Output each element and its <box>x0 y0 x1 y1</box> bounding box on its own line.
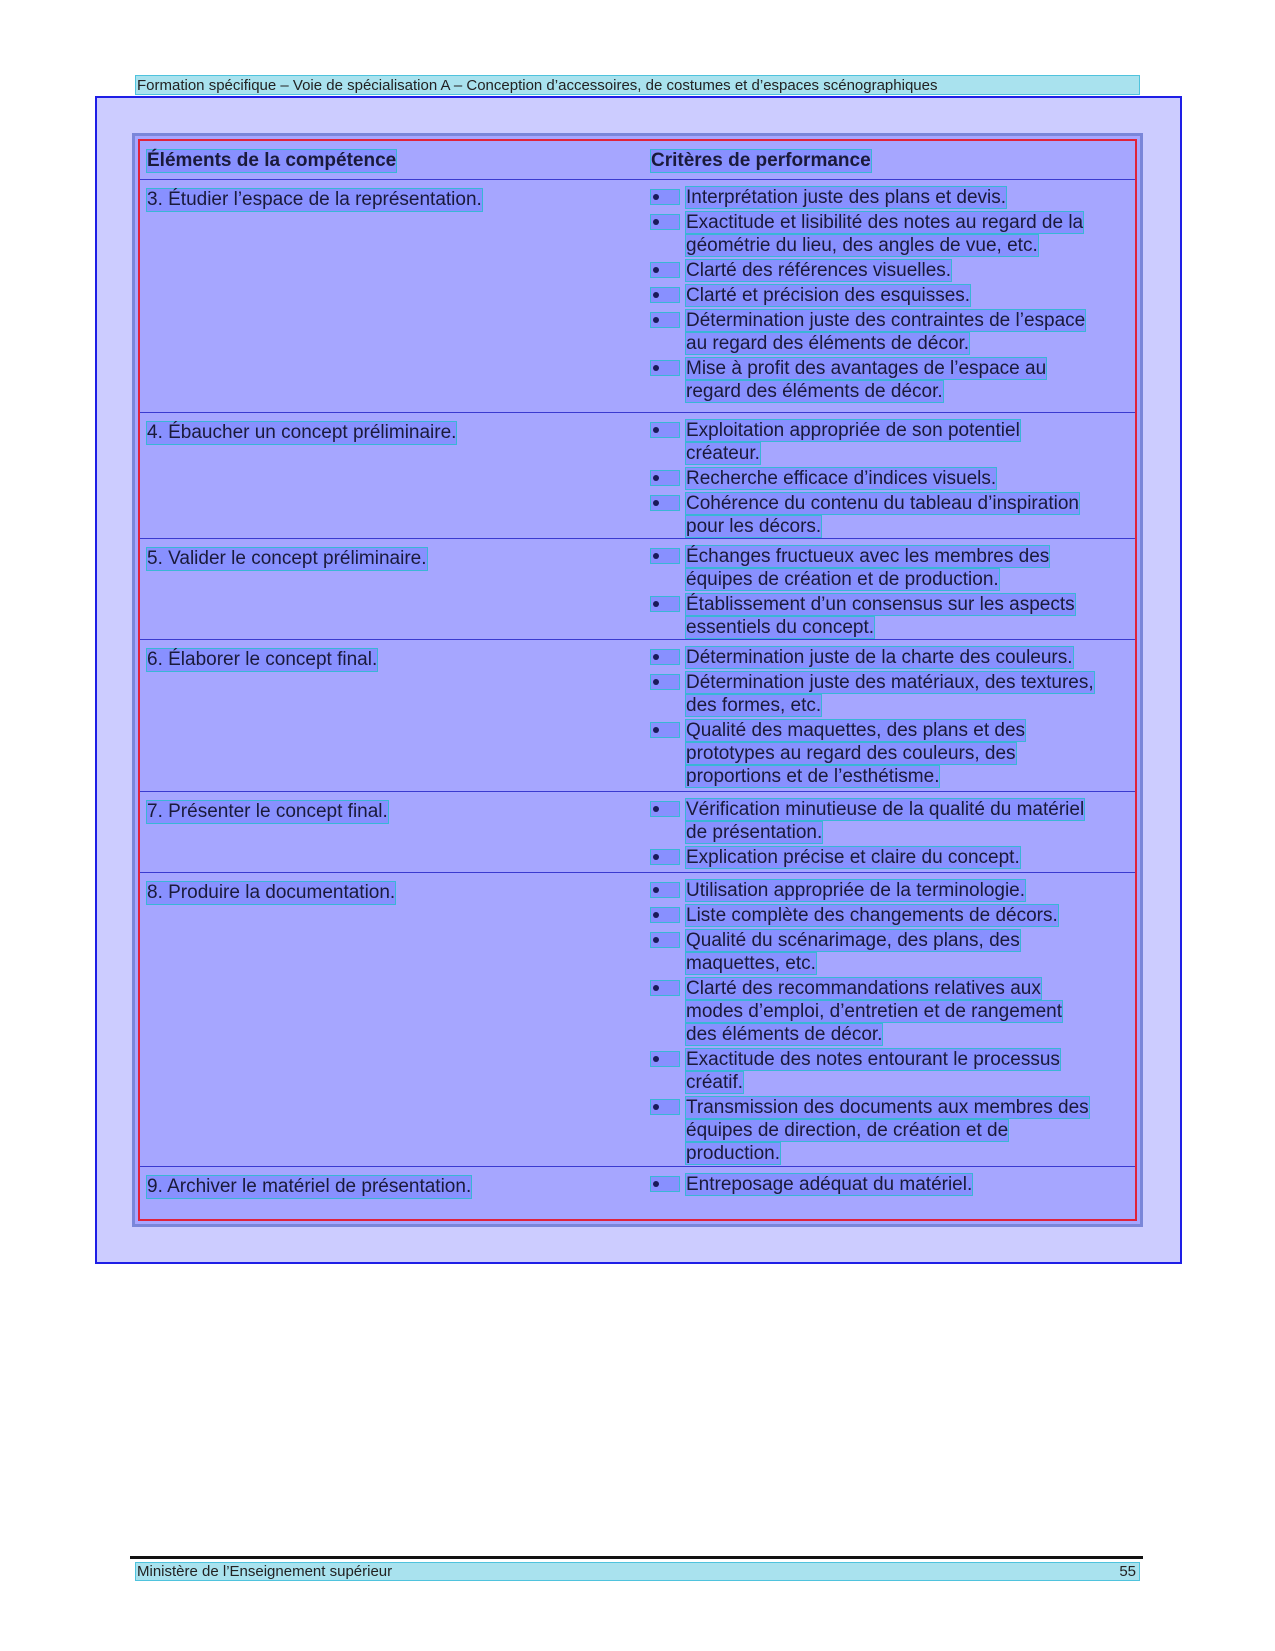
criteria-line: Utilisation appropriée de la terminologie. <box>686 880 1026 901</box>
criteria-line: Exactitude et lisibilité des notes au regard de la <box>686 212 1084 233</box>
criteria-item <box>650 904 1120 927</box>
criteria-line: Liste complète des changements de décors. <box>686 905 1058 926</box>
bullet-icon <box>650 932 680 948</box>
criteria-line: Détermination juste de la charte des couleurs. <box>686 647 1073 668</box>
criteria-item <box>650 879 1120 902</box>
criteria-line: Mise à profit des avantages de l’espace au <box>686 358 1047 379</box>
criteria-line: Entreposage adéquat du matériel. <box>686 1174 973 1195</box>
criteria-list <box>650 1173 1120 1198</box>
bullet-icon <box>650 649 680 665</box>
criteria-list <box>650 545 1120 641</box>
criteria-item <box>650 929 1120 975</box>
criteria-item <box>650 545 1120 591</box>
bullet-icon <box>650 907 680 923</box>
criteria-line: essentiels du concept. <box>686 617 875 638</box>
bullet-icon <box>650 801 680 817</box>
competence-element: 9. Archiver le matériel de présentation. <box>147 1176 472 1197</box>
criteria-item <box>650 309 1120 355</box>
criteria-item <box>650 492 1120 538</box>
criteria-item <box>650 259 1120 282</box>
footer-ministry: Ministère de l’Enseignement supérieur <box>137 1563 393 1580</box>
criteria-line: au regard des éléments de décor. <box>686 333 970 354</box>
competence-table-body <box>138 139 1137 1221</box>
criteria-item <box>650 419 1120 465</box>
criteria-list <box>650 419 1120 540</box>
page-header: Formation spécifique – Voie de spécialisation A – Conception d’accessoires, de costumes et d’espaces scénographiques <box>135 75 1140 95</box>
criteria-item <box>650 846 1120 869</box>
criteria-line: géométrie du lieu, des angles de vue, etc. <box>686 235 1038 256</box>
criteria-line: Cohérence du contenu du tableau d’inspiration <box>686 493 1079 514</box>
criteria-line: Recherche efficace d’indices visuels. <box>686 468 997 489</box>
criteria-line: Vérification minutieuse de la qualité du matériel <box>686 799 1085 820</box>
competence-element: 8. Produire la documentation. <box>147 882 396 903</box>
competence-table <box>132 133 1143 1227</box>
criteria-item <box>650 671 1120 717</box>
bullet-icon <box>650 287 680 303</box>
bullet-icon <box>650 189 680 205</box>
criteria-list <box>650 879 1120 1167</box>
bullet-icon <box>650 470 680 486</box>
criteria-line: créateur. <box>686 443 760 464</box>
criteria-line: créatif. <box>686 1072 744 1093</box>
criteria-line: Qualité du scénarimage, des plans, des <box>686 930 1020 951</box>
criteria-item <box>650 798 1120 844</box>
criteria-line: Détermination juste des contraintes de l’espace <box>686 310 1086 331</box>
bullet-icon <box>650 360 680 376</box>
competence-element: 3. Étudier l’espace de la représentation. <box>147 189 482 210</box>
criteria-list <box>650 186 1120 405</box>
bullet-icon <box>650 1099 680 1115</box>
criteria-line: Explication précise et claire du concept. <box>686 847 1020 868</box>
bullet-icon <box>650 422 680 438</box>
criteria-item <box>650 1173 1120 1196</box>
criteria-line: Clarté des références visuelles. <box>686 260 952 281</box>
criteria-line: de présentation. <box>686 822 823 843</box>
bullet-icon <box>650 596 680 612</box>
table-row <box>140 1166 1135 1222</box>
criteria-line: équipes de création et de production. <box>686 569 999 590</box>
criteria-line: Transmission des documents aux membres des <box>686 1097 1089 1118</box>
criteria-line: maquettes, etc. <box>686 953 816 974</box>
criteria-item <box>650 646 1120 669</box>
bullet-icon <box>650 849 680 865</box>
bullet-icon <box>650 548 680 564</box>
table-row <box>140 412 1135 539</box>
criteria-line: proportions et de l’esthétisme. <box>686 766 940 787</box>
criteria-line: des éléments de décor. <box>686 1024 883 1045</box>
criteria-item <box>650 1096 1120 1165</box>
criteria-item <box>650 719 1120 788</box>
competence-element: 6. Élaborer le concept final. <box>147 649 378 670</box>
criteria-line: pour les décors. <box>686 516 822 537</box>
criteria-line: Clarté des recommandations relatives aux <box>686 978 1041 999</box>
bullet-icon <box>650 1176 680 1192</box>
criteria-line: des formes, etc. <box>686 695 822 716</box>
criteria-line: Détermination juste des matériaux, des textures, <box>686 672 1094 693</box>
criteria-line: Interprétation juste des plans et devis. <box>686 187 1007 208</box>
criteria-item <box>650 1048 1120 1094</box>
criteria-line: Établissement d’un consensus sur les aspects <box>686 594 1075 615</box>
criteria-line: Exactitude des notes entourant le processus <box>686 1049 1060 1070</box>
bullet-icon <box>650 495 680 511</box>
criteria-line: Clarté et précision des esquisses. <box>686 285 971 306</box>
bullet-icon <box>650 312 680 328</box>
criteria-line: Exploitation appropriée de son potentiel <box>686 420 1020 441</box>
criteria-item <box>650 211 1120 257</box>
bullet-icon <box>650 882 680 898</box>
bullet-icon <box>650 262 680 278</box>
competence-element: 5. Valider le concept préliminaire. <box>147 548 427 569</box>
criteria-line: modes d’emploi, d’entretien et de rangement <box>686 1001 1063 1022</box>
table-row <box>140 872 1135 1167</box>
criteria-line: production. <box>686 1143 781 1164</box>
criteria-item <box>650 593 1120 639</box>
criteria-line: équipes de direction, de création et de <box>686 1120 1009 1141</box>
column-header-elements: Éléments de la compétence <box>147 150 397 171</box>
bullet-icon <box>650 214 680 230</box>
competence-element: 7. Présenter le concept final. <box>147 801 388 822</box>
criteria-item <box>650 357 1120 403</box>
column-header-criteria: Critères de performance <box>651 150 871 171</box>
criteria-line: prototypes au regard des couleurs, des <box>686 743 1016 764</box>
criteria-list <box>650 646 1120 790</box>
criteria-item <box>650 284 1120 307</box>
competence-element: 4. Ébaucher un concept préliminaire. <box>147 422 457 443</box>
criteria-line: Échanges fructueux avec les membres des <box>686 546 1050 567</box>
criteria-line: regard des éléments de décor. <box>686 381 943 402</box>
table-header-row <box>140 141 1135 179</box>
table-row <box>140 791 1135 873</box>
table-row <box>140 179 1135 413</box>
bullet-icon <box>650 1051 680 1067</box>
table-row <box>140 538 1135 640</box>
footer-rule <box>130 1556 1143 1559</box>
criteria-line: Qualité des maquettes, des plans et des <box>686 720 1026 741</box>
page-footer <box>135 1562 1140 1581</box>
table-row <box>140 639 1135 792</box>
criteria-list <box>650 798 1120 871</box>
criteria-item <box>650 186 1120 209</box>
bullet-icon <box>650 674 680 690</box>
page-number: 55 <box>1119 1563 1136 1580</box>
criteria-item <box>650 467 1120 490</box>
criteria-item <box>650 977 1120 1046</box>
bullet-icon <box>650 722 680 738</box>
bullet-icon <box>650 980 680 996</box>
